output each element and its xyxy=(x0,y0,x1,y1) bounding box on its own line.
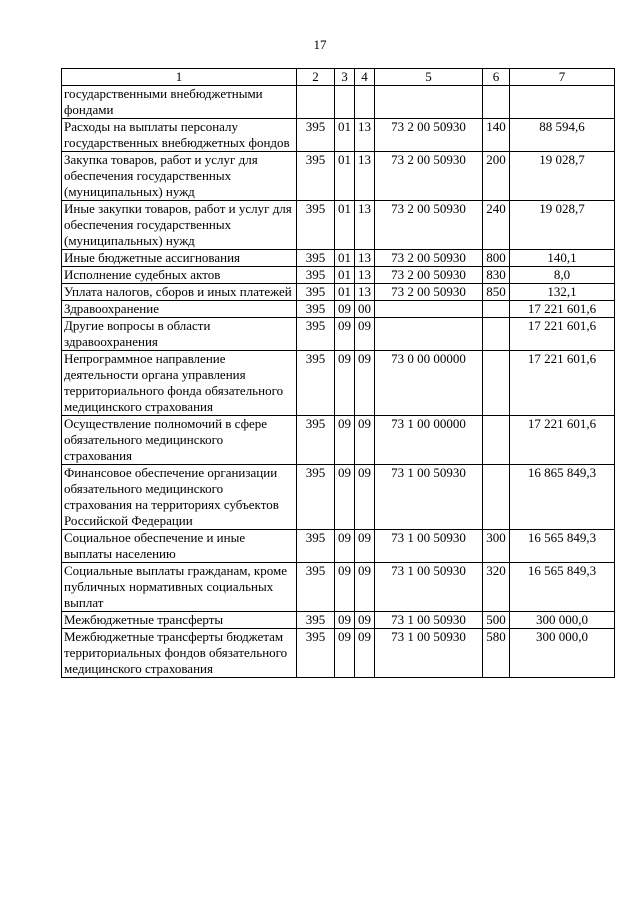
cell-amount: 19 028,7 xyxy=(510,201,615,250)
cell-section: 09 xyxy=(335,563,355,612)
cell-subsection: 09 xyxy=(355,465,375,530)
cell-code: 395 xyxy=(297,530,335,563)
table-row xyxy=(62,301,615,318)
cell-name: Непрограммное направление деятельности органа управления территориального фонда обязательного медицинского страхования xyxy=(62,351,297,416)
page-number: 17 xyxy=(313,37,327,52)
cell-code: 395 xyxy=(297,301,335,318)
cell-subsection: 13 xyxy=(355,152,375,201)
table-row xyxy=(62,351,615,416)
cell-expense-type: 320 xyxy=(483,563,510,612)
cell-code: 395 xyxy=(297,612,335,629)
cell-subsection: 09 xyxy=(355,351,375,416)
cell-amount: 300 000,0 xyxy=(510,629,615,678)
cell-section: 09 xyxy=(335,416,355,465)
budget-table xyxy=(61,68,615,678)
cell-target: 73 2 00 50930 xyxy=(375,152,483,201)
cell-name: Иные бюджетные ассигнования xyxy=(62,250,297,267)
cell-target: 73 2 00 50930 xyxy=(375,250,483,267)
cell-name: государственными внебюджетными фондами xyxy=(62,86,297,119)
cell-section: 09 xyxy=(335,530,355,563)
cell-expense-type: 830 xyxy=(483,267,510,284)
cell-name: Финансовое обеспечение организации обязательного медицинского страхования на территориях субъектов Российской Федерации xyxy=(62,465,297,530)
cell-code: 395 xyxy=(297,267,335,284)
cell-amount: 16 565 849,3 xyxy=(510,563,615,612)
cell-name: Осуществление полномочий в сфере обязательного медицинского страхования xyxy=(62,416,297,465)
header-cell: 6 xyxy=(483,69,510,86)
table-row xyxy=(62,267,615,284)
header-cell: 7 xyxy=(510,69,615,86)
cell-code: 395 xyxy=(297,284,335,301)
cell-amount: 17 221 601,6 xyxy=(510,301,615,318)
cell-code: 395 xyxy=(297,119,335,152)
cell-section: 09 xyxy=(335,301,355,318)
cell-amount: 8,0 xyxy=(510,267,615,284)
cell-code: 395 xyxy=(297,351,335,416)
cell-target: 73 0 00 00000 xyxy=(375,351,483,416)
cell-name: Социальное обеспечение и иные выплаты населению xyxy=(62,530,297,563)
cell-amount: 132,1 xyxy=(510,284,615,301)
cell-target xyxy=(375,318,483,351)
cell-code xyxy=(297,86,335,119)
cell-code: 395 xyxy=(297,152,335,201)
header-cell: 4 xyxy=(355,69,375,86)
header-cell: 3 xyxy=(335,69,355,86)
table-row xyxy=(62,563,615,612)
cell-name: Межбюджетные трансферты xyxy=(62,612,297,629)
cell-subsection: 13 xyxy=(355,201,375,250)
cell-code: 395 xyxy=(297,563,335,612)
cell-name: Исполнение судебных актов xyxy=(62,267,297,284)
cell-subsection: 09 xyxy=(355,612,375,629)
table-row xyxy=(62,416,615,465)
cell-subsection: 09 xyxy=(355,629,375,678)
cell-amount: 17 221 601,6 xyxy=(510,416,615,465)
table-row xyxy=(62,86,615,119)
cell-name: Закупка товаров, работ и услуг для обеспечения государственных (муниципальных) нужд xyxy=(62,152,297,201)
cell-subsection: 00 xyxy=(355,301,375,318)
cell-expense-type xyxy=(483,301,510,318)
table-row xyxy=(62,250,615,267)
cell-name: Уплата налогов, сборов и иных платежей xyxy=(62,284,297,301)
cell-code: 395 xyxy=(297,201,335,250)
cell-code: 395 xyxy=(297,250,335,267)
cell-expense-type xyxy=(483,465,510,530)
cell-section: 09 xyxy=(335,465,355,530)
cell-section: 01 xyxy=(335,267,355,284)
cell-amount: 88 594,6 xyxy=(510,119,615,152)
cell-section: 01 xyxy=(335,152,355,201)
cell-code: 395 xyxy=(297,416,335,465)
cell-section: 01 xyxy=(335,250,355,267)
cell-expense-type xyxy=(483,351,510,416)
cell-section xyxy=(335,86,355,119)
header-cell: 5 xyxy=(375,69,483,86)
table-row xyxy=(62,152,615,201)
cell-target: 73 2 00 50930 xyxy=(375,284,483,301)
cell-section: 01 xyxy=(335,201,355,250)
cell-subsection: 13 xyxy=(355,284,375,301)
cell-subsection: 09 xyxy=(355,416,375,465)
cell-section: 09 xyxy=(335,612,355,629)
cell-expense-type: 140 xyxy=(483,119,510,152)
cell-amount: 16 565 849,3 xyxy=(510,530,615,563)
cell-target: 73 2 00 50930 xyxy=(375,201,483,250)
cell-name: Здравоохранение xyxy=(62,301,297,318)
cell-expense-type xyxy=(483,86,510,119)
cell-code: 395 xyxy=(297,465,335,530)
cell-name: Другие вопросы в области здравоохранения xyxy=(62,318,297,351)
cell-expense-type: 500 xyxy=(483,612,510,629)
table-row xyxy=(62,284,615,301)
cell-subsection: 09 xyxy=(355,318,375,351)
cell-amount: 19 028,7 xyxy=(510,152,615,201)
cell-section: 01 xyxy=(335,119,355,152)
cell-target: 73 1 00 50930 xyxy=(375,563,483,612)
cell-target: 73 2 00 50930 xyxy=(375,267,483,284)
cell-amount: 300 000,0 xyxy=(510,612,615,629)
table-row xyxy=(62,612,615,629)
cell-subsection: 09 xyxy=(355,530,375,563)
cell-expense-type: 200 xyxy=(483,152,510,201)
cell-name: Социальные выплаты гражданам, кроме публичных нормативных социальных выплат xyxy=(62,563,297,612)
table-row xyxy=(62,530,615,563)
cell-name: Иные закупки товаров, работ и услуг для обеспечения государственных (муниципальных) нужд xyxy=(62,201,297,250)
header-cell: 2 xyxy=(297,69,335,86)
table-row xyxy=(62,119,615,152)
cell-section: 01 xyxy=(335,284,355,301)
header-cell: 1 xyxy=(62,69,297,86)
cell-code: 395 xyxy=(297,629,335,678)
cell-amount: 140,1 xyxy=(510,250,615,267)
table-row xyxy=(62,318,615,351)
cell-expense-type: 580 xyxy=(483,629,510,678)
cell-target: 73 1 00 50930 xyxy=(375,530,483,563)
cell-expense-type: 240 xyxy=(483,201,510,250)
cell-amount: 16 865 849,3 xyxy=(510,465,615,530)
cell-name: Межбюджетные трансферты бюджетам территориальных фондов обязательного медицинского страхования xyxy=(62,629,297,678)
cell-subsection: 09 xyxy=(355,563,375,612)
cell-expense-type: 850 xyxy=(483,284,510,301)
cell-subsection: 13 xyxy=(355,119,375,152)
cell-target: 73 1 00 00000 xyxy=(375,416,483,465)
cell-name: Расходы на выплаты персоналу государственных внебюджетных фондов xyxy=(62,119,297,152)
cell-target: 73 2 00 50930 xyxy=(375,119,483,152)
cell-target xyxy=(375,301,483,318)
cell-amount: 17 221 601,6 xyxy=(510,351,615,416)
cell-subsection: 13 xyxy=(355,250,375,267)
table-row xyxy=(62,201,615,250)
cell-section: 09 xyxy=(335,629,355,678)
table-body xyxy=(62,86,615,678)
cell-amount xyxy=(510,86,615,119)
cell-target xyxy=(375,86,483,119)
cell-code: 395 xyxy=(297,318,335,351)
table-row xyxy=(62,465,615,530)
cell-section: 09 xyxy=(335,351,355,416)
cell-section: 09 xyxy=(335,318,355,351)
table-row xyxy=(62,629,615,678)
cell-expense-type xyxy=(483,416,510,465)
cell-expense-type xyxy=(483,318,510,351)
cell-expense-type: 300 xyxy=(483,530,510,563)
cell-target: 73 1 00 50930 xyxy=(375,629,483,678)
cell-expense-type: 800 xyxy=(483,250,510,267)
cell-target: 73 1 00 50930 xyxy=(375,612,483,629)
cell-target: 73 1 00 50930 xyxy=(375,465,483,530)
cell-subsection: 13 xyxy=(355,267,375,284)
table-header-row xyxy=(62,69,615,86)
cell-subsection xyxy=(355,86,375,119)
cell-amount: 17 221 601,6 xyxy=(510,318,615,351)
